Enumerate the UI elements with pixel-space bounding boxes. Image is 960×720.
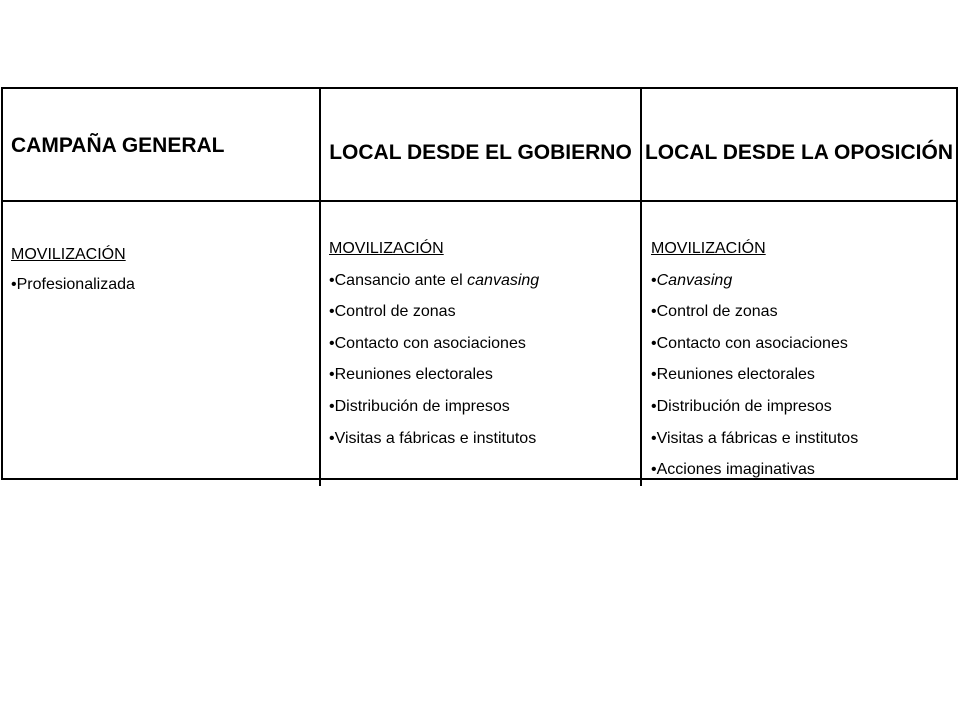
list-item xyxy=(651,423,956,455)
list-item xyxy=(651,328,956,360)
list-item-text: Distribución de impresos xyxy=(334,397,510,415)
bullet-glyph: • xyxy=(651,397,657,415)
bullet-glyph: • xyxy=(329,397,335,415)
bullet-glyph: • xyxy=(651,334,657,352)
list-item-text: Visitas a fábricas e institutos xyxy=(334,429,537,447)
bullet-glyph: • xyxy=(329,271,335,289)
list-item-text: Canvasing xyxy=(656,271,733,289)
list-item-text: Contacto con asociaciones xyxy=(656,334,848,352)
bullet-glyph: • xyxy=(651,271,657,289)
list-item-text: Profesionalizada xyxy=(16,276,135,293)
column-campana-general xyxy=(3,202,321,486)
list-item xyxy=(329,296,640,328)
list-item xyxy=(329,391,640,423)
list-item-text: Cansancio ante el xyxy=(334,271,468,289)
list-item-emphasis: canvasing xyxy=(467,271,540,289)
list-item xyxy=(329,423,640,455)
list-item-text: Acciones imaginativas xyxy=(656,461,815,479)
header-label: CAMPAÑA GENERAL xyxy=(11,134,225,157)
list-item xyxy=(11,270,319,300)
list-item xyxy=(651,391,956,423)
column-local-gobierno xyxy=(321,202,642,486)
list-item-text: Control de zonas xyxy=(334,303,456,321)
bullet-glyph: • xyxy=(651,461,657,479)
list-item xyxy=(651,296,956,328)
bullet-glyph: • xyxy=(651,303,657,321)
header-campana-general xyxy=(3,89,321,202)
bullet-glyph: • xyxy=(329,429,335,447)
list-item xyxy=(329,328,640,360)
bullet-glyph: • xyxy=(651,366,657,384)
section-label-movilizacion: MOVILIZACIÓN xyxy=(11,246,126,263)
list-item-text: Reuniones electorales xyxy=(656,366,815,384)
bullet-glyph: • xyxy=(11,276,17,293)
list-item-text: Contacto con asociaciones xyxy=(334,334,526,352)
bullet-glyph: • xyxy=(329,334,335,352)
header-local-oposicion xyxy=(642,89,956,202)
column-local-oposicion xyxy=(642,202,956,486)
section-label-movilizacion: MOVILIZACIÓN xyxy=(329,240,444,257)
bullet-glyph: • xyxy=(329,303,335,321)
list-item xyxy=(329,359,640,391)
header-local-gobierno xyxy=(321,89,642,202)
list-item-text: Reuniones electorales xyxy=(334,366,493,384)
list-item xyxy=(329,265,640,297)
list-item xyxy=(651,359,956,391)
header-label: LOCAL DESDE LA OPOSICIÓN xyxy=(644,141,954,164)
bullet-glyph: • xyxy=(329,366,335,384)
bullet-list xyxy=(329,265,640,455)
list-item-text: Control de zonas xyxy=(656,303,778,321)
list-item-text: Visitas a fábricas e institutos xyxy=(656,429,859,447)
bullet-glyph: • xyxy=(651,429,657,447)
list-item-text: Distribución de impresos xyxy=(656,397,832,415)
section-label-movilizacion: MOVILIZACIÓN xyxy=(651,240,766,257)
bullet-list xyxy=(651,265,956,486)
list-item xyxy=(651,454,956,486)
list-item xyxy=(651,265,956,297)
bullet-list xyxy=(11,270,319,300)
header-label: LOCAL DESDE EL GOBIERNO xyxy=(329,141,632,164)
comparison-table xyxy=(1,87,958,480)
